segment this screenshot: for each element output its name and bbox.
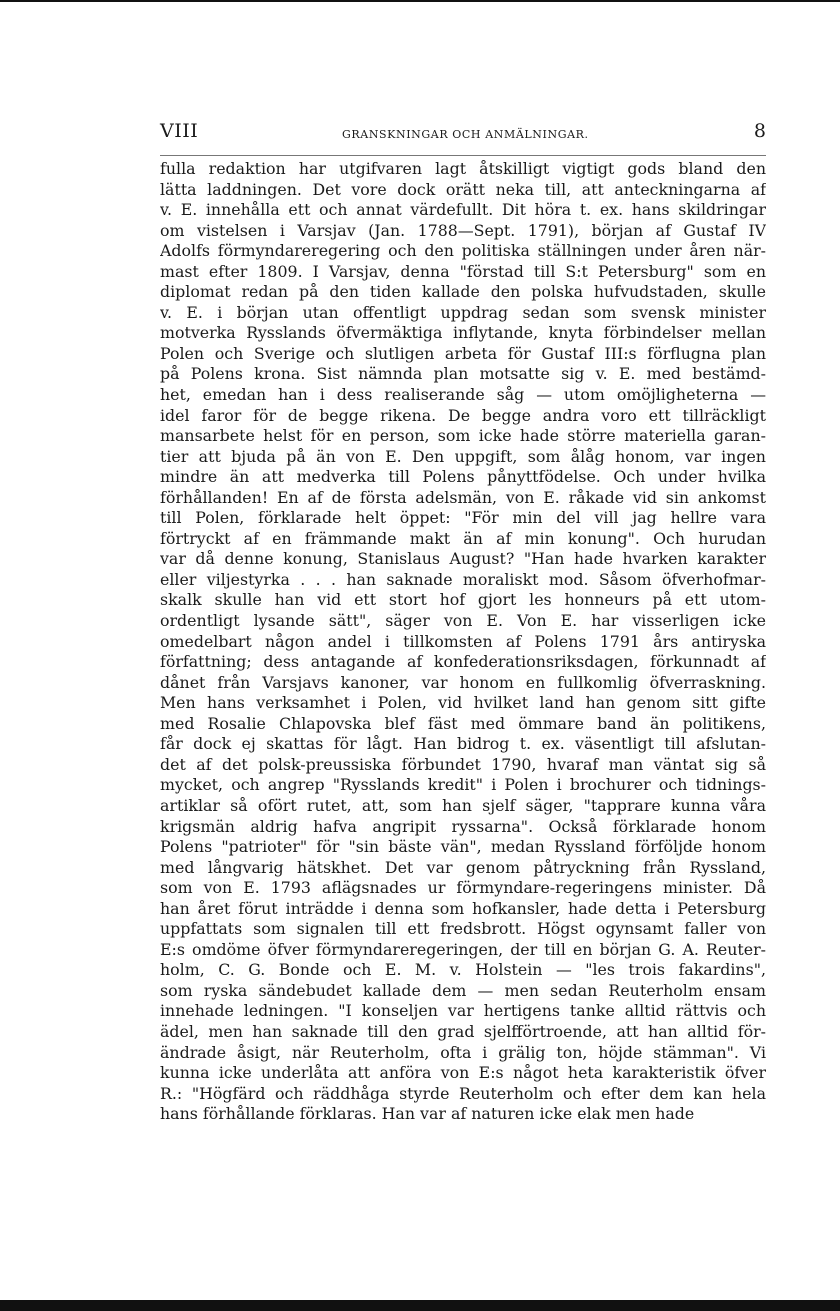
text-line: till Polen, förklarade helt öppet: "För min del vill jag hellre vara bbox=[160, 508, 766, 528]
text-line: eller viljestyrka . . . han saknade moraliskt mod. Såsom öfverhofmar- bbox=[160, 569, 766, 589]
text-line: med Rosalie Chlapovska blef fäst med ömmare band än politikens, bbox=[160, 713, 766, 733]
text-line: Adolfs förmyndareregering och den politiska ställningen under åren när- bbox=[160, 241, 766, 261]
text-line: uppfattats som signalen till ett fredsbrott. Högst ogynsamt faller von bbox=[160, 919, 766, 939]
text-line: idel faror för de begge rikena. De begge andra voro ett tillräckligt bbox=[160, 405, 766, 425]
text-line: ädel, men han saknade till den grad sjelfförtroende, att han alltid för- bbox=[160, 1021, 766, 1041]
text-line: det af det polsk-preussiska förbundet 1790, hvaraf man väntat sig så bbox=[160, 754, 766, 774]
text-line: fulla redaktion har utgifvaren lagt åtskilligt vigtigt gods bland den bbox=[160, 159, 766, 178]
text-line: lätta laddningen. Det vore dock orätt neka till, att anteckningarna af bbox=[160, 179, 766, 199]
text-line: som ryska sändebudet kallade dem — men sedan Reuterholm ensam bbox=[160, 980, 766, 1000]
text-line: med långvarig hätskhet. Det var genom påtryckning från Ryssland, bbox=[160, 857, 766, 877]
text-line: Polen och Sverige och slutligen arbeta för Gustaf III:s förflugna plan bbox=[160, 343, 766, 363]
page-number: 8 bbox=[753, 120, 766, 142]
text-line: hans förhållande förklaras. Han var af naturen icke elak men hade bbox=[160, 1104, 695, 1124]
text-line: som von E. 1793 aflägsnades ur förmyndare-regeringens minister. Då bbox=[160, 878, 766, 898]
text-line: var då denne konung, Stanislaus August? "Han hade hvarken karakter bbox=[160, 549, 766, 569]
text-line: mast efter 1809. I Varsjav, denna "förstad till S:t Petersburg" som en bbox=[160, 261, 766, 281]
text-line: artiklar så ofört rutet, att, som han sjelf säger, "tapprare kunna våra bbox=[160, 795, 766, 815]
text-line: diplomat redan på den tiden kallade den polska hufvudstaden, skulle bbox=[160, 282, 766, 302]
text-line: mansarbete helst för en person, som icke hade större materiella garan- bbox=[160, 426, 766, 446]
text-line: motverka Rysslands öfvermäktiga inflytande, knyta förbindelser mellan bbox=[160, 323, 766, 343]
text-line: innehade ledningen. "I konseljen var hertigens tanke alltid rättvis och bbox=[160, 1001, 766, 1021]
top-border bbox=[0, 0, 840, 2]
text-line: ordentligt lysande sätt", säger von E. Von E. har visserligen icke bbox=[160, 611, 766, 631]
text-line: dånet från Varsjavs kanoner, var honom en fullkomlig öfverraskning. bbox=[160, 672, 766, 692]
page-header bbox=[160, 118, 766, 148]
body-text bbox=[160, 159, 766, 1125]
text-line: tier att bjuda på än von E. Den uppgift, som ålåg honom, var ingen bbox=[160, 446, 766, 466]
text-line: på Polens krona. Sist nämnda plan motsatte sig v. E. med bestämd- bbox=[160, 364, 766, 384]
text-line: krigsmän aldrig hafva angripit ryssarna". Också förklarade honom bbox=[160, 816, 766, 836]
text-line: skalk skulle han vid ett stort hof gjort les honneurs på ett utom- bbox=[160, 590, 766, 610]
text-line: v. E. i början utan offentligt uppdrag sedan som svensk minister bbox=[160, 302, 766, 322]
header-roman-numeral: VIII bbox=[160, 120, 199, 142]
text-line: mycket, och angrep "Rysslands kredit" i Polen i brochurer och tidnings- bbox=[160, 775, 766, 795]
text-line: Men hans verksamhet i Polen, vid hvilket land han genom sitt gifte bbox=[160, 693, 766, 713]
header-divider bbox=[160, 155, 766, 156]
text-line: holm, C. G. Bonde och E. M. v. Holstein — "les trois fakardins", bbox=[160, 960, 766, 980]
text-line: mindre än att medverka till Polens pånyttfödelse. Och under hvilka bbox=[160, 467, 766, 487]
text-line: v. E. innehålla ett och annat värdefullt. Dit höra t. ex. hans skildringar bbox=[160, 200, 766, 220]
text-line: kunna icke underlåta att anföra von E:s något heta karakteristik öfver bbox=[160, 1063, 766, 1083]
text-line: E:s omdöme öfver förmyndareregeringen, der till en början G. A. Reuter- bbox=[160, 939, 766, 959]
text-line: R.: "Högfärd och räddhåga styrde Reuterholm och efter dem kan hela bbox=[160, 1083, 766, 1103]
text-line: får dock ej skattas för lågt. Han bidrog t. ex. väsentligt till afslutan- bbox=[160, 734, 766, 754]
header-running-title: GRANSKNINGAR OCH ANMÄLNINGAR. bbox=[342, 128, 589, 141]
text-line: ändrade åsigt, när Reuterholm, ofta i grälig ton, höjde stämman". Vi bbox=[160, 1042, 766, 1062]
text-line: förhållanden! En af de första adelsmän, von E. råkade vid sin ankomst bbox=[160, 487, 766, 507]
text-line: författning; dess antagande af konfederationsriksdagen, förkunnadt af bbox=[160, 652, 766, 672]
text-line: om vistelsen i Varsjav (Jan. 1788—Sept. 1791), början af Gustaf IV bbox=[160, 220, 766, 240]
text-line: förtryckt af en främmande makt än af min konung". Och hurudan bbox=[160, 528, 766, 548]
bottom-border bbox=[0, 1300, 840, 1311]
text-line: omedelbart någon andel i tillkomsten af Polens 1791 års antiryska bbox=[160, 631, 766, 651]
text-line: het, emedan han i dess realiserande såg — utom omöjligheterna — bbox=[160, 385, 766, 405]
text-line: Polens "patrioter" för "sin bäste vän", medan Ryssland förföljde honom bbox=[160, 837, 766, 857]
text-line: han året förut inträdde i denna som hofkansler, hade detta i Petersburg bbox=[160, 898, 766, 918]
